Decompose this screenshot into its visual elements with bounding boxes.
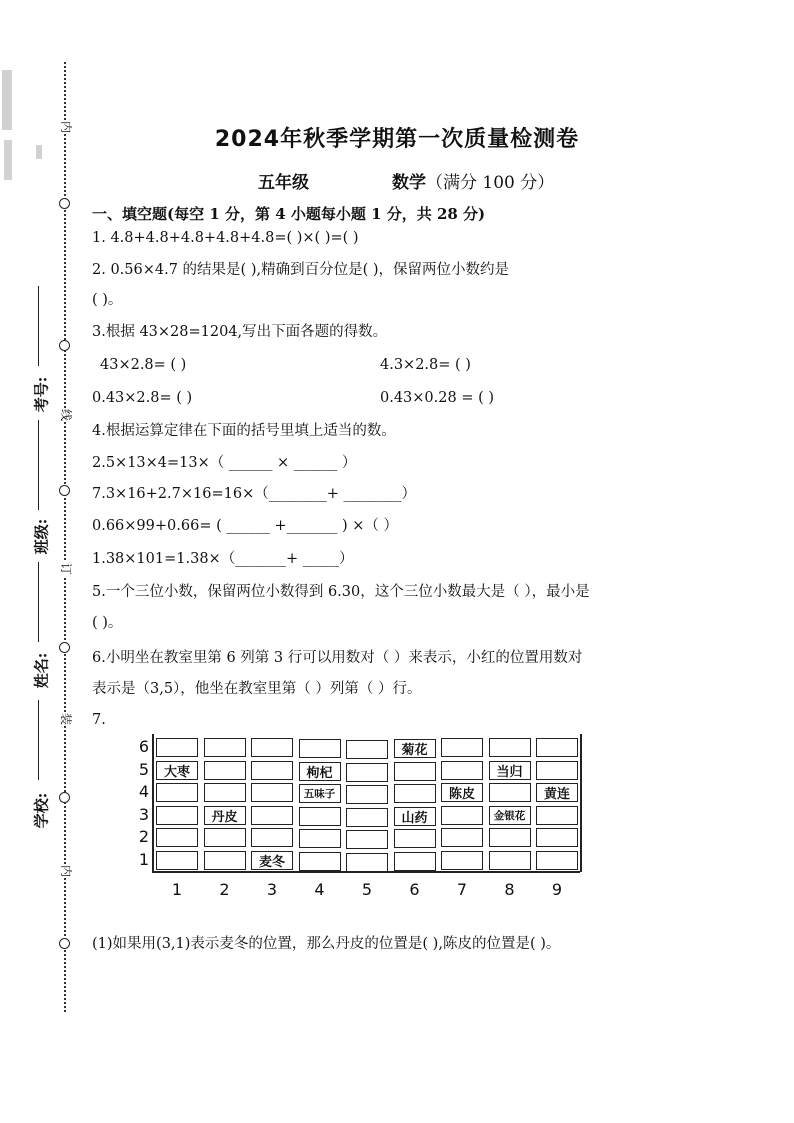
- seat-cell: [536, 851, 578, 870]
- seat-cell: 大枣: [156, 761, 198, 780]
- column-label: 9: [551, 880, 563, 899]
- question-3-a: 43×2.8= ( ): [100, 357, 187, 373]
- binding-hole: [59, 485, 70, 496]
- seat-cell: [156, 783, 198, 802]
- question-2-line-1: 2. 0.56×4.7 的结果是( ),精确到百分位是( )，保留两位小数约是: [92, 262, 510, 278]
- class-blank[interactable]: [38, 420, 39, 510]
- seat-cell: [394, 852, 436, 871]
- seat-cell: [441, 828, 483, 847]
- seat-cell: [346, 740, 388, 759]
- seat-cell: [536, 828, 578, 847]
- exam-number-blank[interactable]: [38, 286, 39, 366]
- name-label: 姓名:: [32, 652, 51, 689]
- question-3-intro: 3.根据 43×28=1204,写出下面各题的得数。: [92, 324, 388, 340]
- subject-name: 数学: [392, 173, 426, 193]
- question-4-b: 7.3×16+2.7×16=16×（________+ ________）: [92, 486, 416, 502]
- question-6-line-1: 6.小明坐在教室里第 6 列第 3 行可以用数对（ ）来表示，小红的位置用数对: [92, 650, 583, 666]
- seat-cell: 陈皮: [441, 783, 483, 802]
- question-4-a: 2.5×13×4=13×（ ______ × ______ ）: [92, 455, 357, 471]
- seat-cell: [204, 851, 246, 870]
- row-label: 4: [138, 782, 150, 801]
- seat-cell: [251, 806, 293, 825]
- exam-title: 2024年秋季学期第一次质量检测卷: [214, 127, 580, 152]
- question-5-line-2: ( )。: [92, 615, 123, 631]
- seat-cell: [299, 829, 341, 848]
- exam-number-label: 考号:: [32, 376, 51, 413]
- question-3-c: 0.43×2.8= ( ): [92, 390, 193, 406]
- seat-cell: [204, 761, 246, 780]
- binding-hole: [59, 642, 70, 653]
- column-label: 5: [361, 880, 373, 899]
- seat-cell: [346, 808, 388, 827]
- seat-cell: [346, 830, 388, 849]
- question-3-d: 0.43×0.28 = ( ): [380, 390, 495, 406]
- seat-cell: 当归: [489, 761, 531, 780]
- column-label: 2: [219, 880, 230, 899]
- column-label: 1: [171, 880, 183, 899]
- question-6-line-2: 表示是（3,5），他坐在教室里第（ ）列第（ ）行。: [92, 681, 422, 697]
- seat-cell: [346, 763, 388, 782]
- subject-label: [392, 168, 554, 193]
- school-label: 学校:: [32, 792, 51, 829]
- row-label: 5: [138, 759, 150, 779]
- binding-hole: [59, 792, 70, 803]
- binding-mark: 内: [59, 120, 73, 133]
- section-heading: 一、填空题(每空 1 分，第 4 小题每小题 1 分，共 28 分): [92, 205, 486, 223]
- binding-hole: [59, 340, 70, 351]
- seat-cell: [204, 828, 246, 847]
- question-2-line-2: ( )。: [92, 292, 123, 308]
- binding-mark: 线: [59, 408, 73, 421]
- seat-cell: [299, 739, 341, 758]
- seat-cell: 丹皮: [204, 806, 246, 825]
- seat-cell: [489, 851, 531, 870]
- seat-cell: [204, 783, 246, 802]
- school-blank[interactable]: [38, 700, 39, 780]
- seat-cell: 麦冬: [251, 851, 293, 870]
- seat-map-wall: [152, 734, 154, 872]
- scan-artifact: [2, 70, 12, 130]
- seat-cell: [489, 738, 531, 757]
- question-4-c: 0.66×99+0.66= ( ______ +_______ ) ×（ ）: [92, 518, 398, 534]
- seat-cell: 山药: [394, 807, 436, 826]
- question-5-line-1: 5.一个三位小数，保留两位小数得到 6.30，这个三位小数最大是（ ），最小是: [92, 584, 590, 600]
- row-label: 1: [138, 849, 150, 869]
- row-label: 2: [138, 827, 150, 846]
- seat-cell: [251, 828, 293, 847]
- row-label: 6: [138, 737, 150, 756]
- binding-hole: [59, 198, 70, 209]
- seat-cell: [156, 851, 198, 870]
- seat-cell: [394, 762, 436, 781]
- column-label: 8: [504, 880, 515, 899]
- seat-map: [132, 730, 592, 905]
- seat-cell: [346, 785, 388, 804]
- question-7-label: 7.: [92, 712, 106, 728]
- question-3-b: 4.3×2.8= ( ): [380, 357, 471, 373]
- binding-mark: 订: [59, 562, 73, 575]
- seat-cell: [489, 828, 531, 847]
- column-label: 4: [314, 880, 325, 899]
- column-label: 6: [409, 880, 420, 899]
- seat-map-wall: [580, 734, 582, 872]
- grade-label: 五年级: [258, 173, 309, 193]
- column-label: 7: [456, 880, 468, 899]
- seat-cell: [156, 806, 198, 825]
- seat-cell: [204, 738, 246, 757]
- seat-cell: [299, 807, 341, 826]
- seat-cell: [346, 853, 388, 872]
- question-4-d: 1.38×101=1.38×（_______+ _____）: [92, 551, 354, 567]
- name-blank[interactable]: [38, 562, 39, 642]
- seat-cell: [536, 806, 578, 825]
- seat-cell: [536, 761, 578, 780]
- seat-cell: [536, 738, 578, 757]
- question-4-intro: 4.根据运算定律在下面的括号里填上适当的数。: [92, 423, 396, 439]
- seat-cell: [251, 783, 293, 802]
- seat-cell: [394, 829, 436, 848]
- seat-cell: [441, 761, 483, 780]
- question-7-sub-1: (1)如果用(3,1)表示麦冬的位置，那么丹皮的位置是( ),陈皮的位置是( )。: [92, 936, 561, 952]
- seat-cell: [441, 851, 483, 870]
- binding-mark: 内: [59, 864, 73, 877]
- binding-hole: [59, 938, 70, 949]
- column-label: 3: [266, 880, 278, 899]
- seat-cell: [441, 806, 483, 825]
- full-score: （满分 100 分）: [426, 173, 555, 193]
- seat-cell: [489, 783, 531, 802]
- seat-cell: 金银花: [489, 806, 531, 825]
- seat-cell: [156, 738, 198, 757]
- row-label: 3: [138, 804, 150, 824]
- seat-cell: 黄连: [536, 783, 578, 802]
- seat-cell: 菊花: [394, 739, 436, 758]
- seat-cell: [251, 761, 293, 780]
- class-label: 班级:: [32, 518, 51, 555]
- seat-cell: [441, 738, 483, 757]
- seat-cell: 五味子: [299, 784, 341, 803]
- seat-cell: [299, 852, 341, 871]
- seat-cell: [251, 738, 293, 757]
- binding-mark: 装: [59, 712, 73, 725]
- seat-cell: 枸杞: [299, 762, 341, 781]
- seat-cell: [394, 784, 436, 803]
- question-1: 1. 4.8+4.8+4.8+4.8+4.8=( )×( )=( ): [92, 230, 359, 246]
- seat-cell: [156, 828, 198, 847]
